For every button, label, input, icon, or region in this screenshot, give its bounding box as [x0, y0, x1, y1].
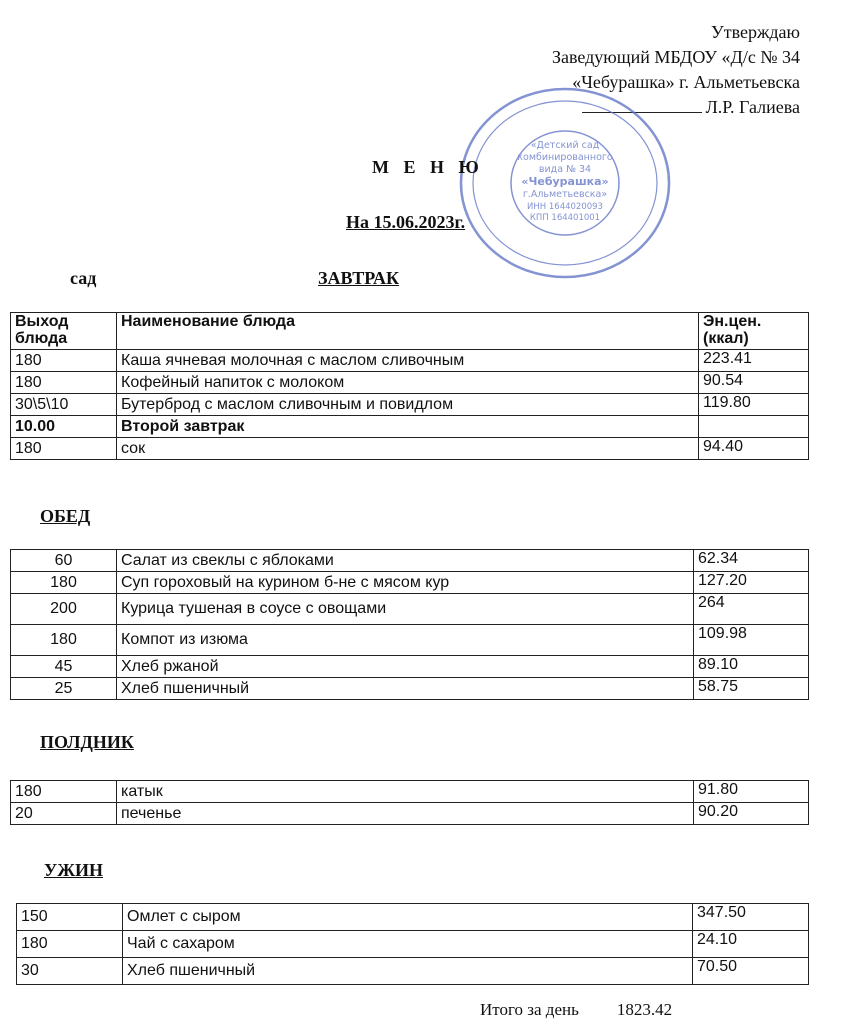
stamp-text-6: ИНН 1644020093 [527, 202, 603, 212]
cell-output: 180 [11, 350, 117, 372]
cell-energy: 90.54 [699, 372, 809, 394]
cell-energy: 264 [694, 594, 809, 625]
section-lunch: ОБЕД [40, 506, 91, 526]
total-value: 1823.42 [616, 1000, 673, 1019]
table-row [11, 394, 809, 416]
head-line: Заведующий МБДОУ «Д/с № 34 [552, 47, 800, 67]
breakfast-table [10, 312, 809, 460]
lunch-table [10, 549, 809, 700]
table-row [11, 594, 809, 625]
official-stamp [456, 84, 674, 282]
cell-energy: 127.20 [694, 572, 809, 594]
section-breakfast: ЗАВТРАК [318, 268, 400, 288]
menu-date: На 15.06.2023г. [346, 212, 466, 232]
stamp-text-1: «Детский сад [530, 140, 600, 151]
table-row [11, 416, 809, 438]
signer-name: Л.Р. Галиева [705, 97, 800, 117]
approve-label: Утверждаю [710, 22, 800, 42]
org-line: «Чебурашка» г. Альметьевска [572, 72, 800, 92]
table-row [11, 656, 809, 678]
cell-name: печенье [117, 803, 694, 825]
stamp-text-5: г.Альметьевска» [522, 189, 608, 200]
cell-name: Хлеб пшеничный [123, 958, 693, 985]
cell-energy: 89.10 [694, 656, 809, 678]
cell-output: 200 [11, 594, 117, 625]
daily-total [480, 1000, 672, 1020]
stamp-text-4: «Чебурашка» [521, 175, 609, 188]
cell-energy: 70.50 [693, 958, 809, 985]
cell-output: 10.00 [11, 416, 117, 438]
cell-output: 180 [11, 438, 117, 460]
cell-energy: 347.50 [693, 904, 809, 931]
table-row [11, 550, 809, 572]
cell-output: 180 [17, 931, 123, 958]
cell-name: Омлет с сыром [123, 904, 693, 931]
total-label: Итого за день [480, 1000, 579, 1019]
table-row [11, 625, 809, 656]
cell-output: 30 [17, 958, 123, 985]
cell-output: 180 [11, 372, 117, 394]
cell-name: катык [117, 781, 694, 803]
table-row [11, 678, 809, 700]
cell-energy: 90.20 [694, 803, 809, 825]
cell-energy: 58.75 [694, 678, 809, 700]
stamp-text-2: комбинированного [517, 152, 613, 163]
table-row [11, 438, 809, 460]
cell-energy: 119.80 [699, 394, 809, 416]
table-row [17, 904, 809, 931]
stamp-text-3: вида № 34 [538, 164, 592, 175]
cell-energy: 91.80 [694, 781, 809, 803]
cell-name: Суп гороховый на курином б-не с мясом кур [117, 572, 694, 594]
cell-name: Второй завтрак [117, 416, 699, 438]
cell-energy: 109.98 [694, 625, 809, 656]
cell-name: Каша ячневая молочная с маслом сливочным [117, 350, 699, 372]
stamp-text-7: КПП 164401001 [529, 213, 601, 223]
cell-output: 30\5\10 [11, 394, 117, 416]
cell-energy: 223.41 [699, 350, 809, 372]
header-energy: Эн.цен. (ккал) [699, 313, 809, 350]
snack-table [10, 780, 809, 825]
cell-output: 180 [11, 625, 117, 656]
table-header-row [11, 313, 809, 350]
cell-energy: 24.10 [693, 931, 809, 958]
cell-name: Бутерброд с маслом сливочным и повидлом [117, 394, 699, 416]
table-row [11, 781, 809, 803]
cell-output: 150 [17, 904, 123, 931]
cell-name: Салат из свеклы с яблоками [117, 550, 694, 572]
section-dinner: УЖИН [44, 860, 104, 880]
cell-output: 20 [11, 803, 117, 825]
header-name: Наименование блюда [117, 313, 699, 350]
cell-output: 180 [11, 572, 117, 594]
cell-output: 25 [11, 678, 117, 700]
cell-name: Компот из изюма [117, 625, 694, 656]
table-row [11, 572, 809, 594]
place-label: сад [70, 268, 97, 288]
cell-name: Курица тушеная в соусе с овощами [117, 594, 694, 625]
cell-name: Хлеб пшеничный [117, 678, 694, 700]
header-output: Выход блюда [11, 313, 117, 350]
section-snack: ПОЛДНИК [40, 732, 134, 752]
table-row [11, 350, 809, 372]
cell-name: Чай с сахаром [123, 931, 693, 958]
cell-name: Кофейный напиток с молоком [117, 372, 699, 394]
table-row [11, 372, 809, 394]
cell-energy: 62.34 [694, 550, 809, 572]
table-row [11, 803, 809, 825]
cell-output: 180 [11, 781, 117, 803]
table-row [17, 931, 809, 958]
cell-name: сок [117, 438, 699, 460]
menu-title: М Е Н Ю [372, 157, 484, 177]
cell-name: Хлеб ржаной [117, 656, 694, 678]
table-row [17, 958, 809, 985]
cell-energy: 94.40 [699, 438, 809, 460]
cell-output: 45 [11, 656, 117, 678]
dinner-table [16, 903, 809, 985]
cell-output: 60 [11, 550, 117, 572]
cell-energy [699, 416, 809, 438]
